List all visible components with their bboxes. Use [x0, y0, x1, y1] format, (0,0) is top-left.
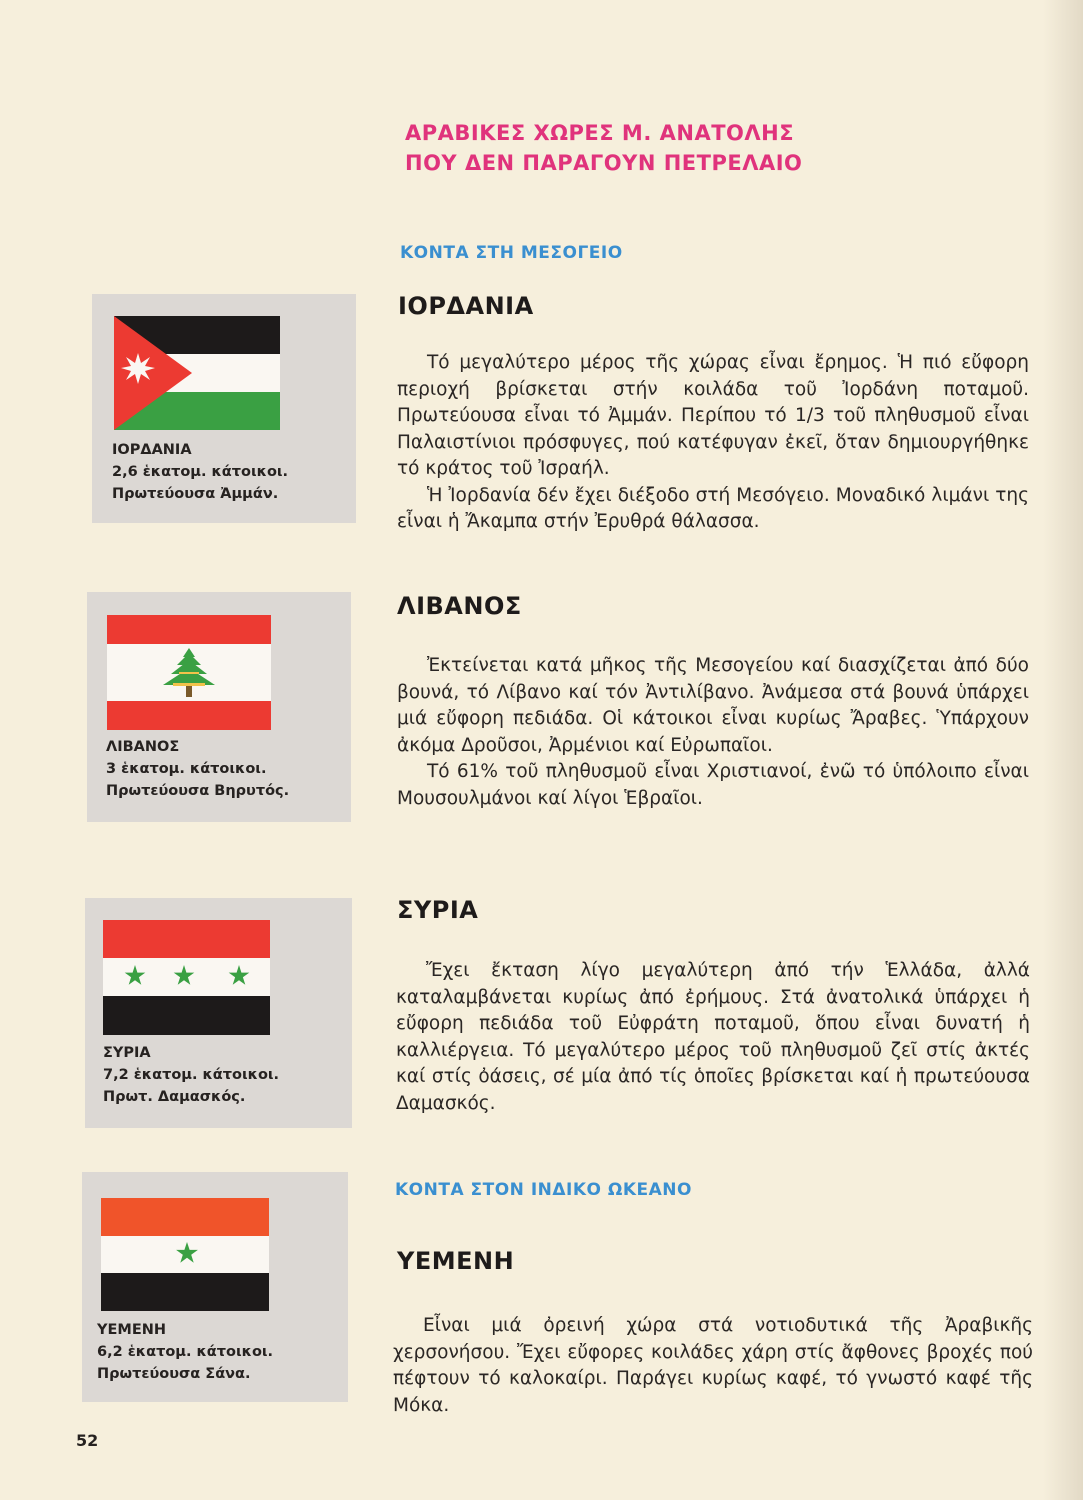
lebanon-flag	[107, 615, 271, 730]
lebanon-text	[397, 653, 1029, 812]
lebanon-paragraph-1: Ἐκτείνεται κατά μῆκος τῆς Μεσογείου καί διασχίζεται ἀπό δύο βουνά, τό Λίβανο καί τόν Ἀντιλίβανο. Ἀνάμεσα στά βουνά ὑπάρχει μιά εὔφορη πεδιάδα. Οἱ κάτοικοι εἶναι κυρίως Ἄραβες. Ὑπάρχουν ἀκόμα Δροῦσοι, Ἀρμένιοι καί Εὐρωπαῖοι.	[397, 655, 1029, 756]
jordan-paragraph-2: Ἡ Ἰορδανία δέν ἔχει διέξοδο στή Μεσόγειο. Μοναδικό λιμάνι της εἶναι ἡ Ἄκαμπα στήν Ἐρυθρά θάλασσα.	[397, 484, 1029, 532]
yemen-heading: ΥΕΜΕΝΗ	[397, 1247, 515, 1275]
lebanon-card-population: 3 ἑκατομ. κάτοικοι.	[106, 761, 267, 777]
lebanon-info-card	[87, 592, 351, 822]
syria-card-capital: Πρωτ. Δαμασκός.	[103, 1089, 246, 1105]
yemen-text	[393, 1313, 1033, 1419]
yemen-info-card	[82, 1172, 348, 1402]
page-title-line-1: ΑΡΑΒΙΚΕΣ ΧΩΡΕΣ Μ. ΑΝΑΤΟΛΗΣ	[405, 121, 795, 145]
yemen-flag	[101, 1198, 269, 1311]
syria-heading: ΣΥΡΙΑ	[397, 896, 479, 924]
syria-info-card	[85, 898, 352, 1128]
jordan-info-card	[92, 294, 356, 523]
page-number: 52	[76, 1431, 99, 1450]
lebanon-card-capital: Πρωτεύουσα Βηρυτός.	[106, 783, 290, 799]
lebanon-card-name: ΛΙΒΑΝΟΣ	[106, 739, 180, 755]
syria-card-name: ΣΥΡΙΑ	[103, 1045, 151, 1061]
jordan-card-population: 2,6 ἑκατομ. κάτοικοι.	[112, 464, 289, 480]
lebanon-paragraph-2: Τό 61% τοῦ πληθυσμοῦ εἶναι Χριστιανοί, ἐνῶ τό ὑπόλοιπο εἶναι Μουσουλμάνοι καί λίγοι Ἑβραῖοι.	[397, 761, 1029, 809]
yemen-paragraph-1: Εἶναι μιά ὀρεινή χώρα στά νοτιοδυτικά τῆς Ἀραβικῆς χερσονήσου. Ἔχει εὔφορες κοιλάδες χάρη στίς ἄφθονες βροχές πού πέφτουν τό καλοκαίρι. Παράγει κυρίως καφέ, τό γνωστό καφέ τῆς Μόκα.	[393, 1315, 1033, 1416]
page-edge-shadow	[1043, 0, 1083, 1500]
syria-card-population: 7,2 ἑκατομ. κάτοικοι.	[103, 1067, 280, 1083]
jordan-flag	[114, 316, 280, 430]
syria-text	[396, 958, 1030, 1117]
jordan-text	[397, 350, 1029, 536]
yemen-card-population: 6,2 ἑκατομ. κάτοικοι.	[97, 1344, 274, 1360]
jordan-card-capital: Πρωτεύουσα Ἀμμάν.	[112, 486, 279, 502]
jordan-card-name: ΙΟΡΔΑΝΙΑ	[112, 442, 192, 458]
lebanon-heading: ΛΙΒΑΝΟΣ	[397, 592, 522, 620]
jordan-paragraph-1: Τό μεγαλύτερο μέρος τῆς χώρας εἶναι ἔρημος. Ἡ πιό εὔφορη περιοχή βρίσκεται στήν κοιλάδα τοῦ Ἰορδάνη ποταμοῦ. Πρωτεύουσα εἶναι τό Ἀμμάν. Περίπου τό 1/3 τοῦ πληθυσμοῦ εἶναι Παλαιστίνιοι πρόσφυγες, πού κατέφυγαν ἐκεῖ, ὅταν δημιουργήθηκε τό κράτος τοῦ Ἰσραήλ.	[397, 352, 1029, 479]
syria-paragraph-1: Ἔχει ἔκταση λίγο μεγαλύτερη ἀπό τήν Ἑλλάδα, ἀλλά καταλαμβάνεται κυρίως ἀπό ἐρήμους. Στά ἀνατολικά ὑπάρχει ἡ εὔφορη πεδιάδα τοῦ Εὐφράτη ποταμοῦ, ὅπου εἶναι δυνατή ἡ καλλιέργεια. Τό μεγαλύτερο μέρος τοῦ πληθυσμοῦ ζεῖ στίς ἀκτές καί στίς ὀάσεις, σέ μία ἀπό τίς ὁποῖες βρίσκεται καί ἡ πρωτεύουσα Δαμασκός.	[396, 960, 1030, 1114]
section-heading-indian-ocean: ΚΟΝΤΑ ΣΤΟΝ ΙΝΔΙΚΟ ΩΚΕΑΝΟ	[395, 1180, 692, 1200]
yemen-card-name: ΥΕΜΕΝΗ	[97, 1322, 167, 1338]
yemen-card-capital: Πρωτεύουσα Σάνα.	[97, 1366, 251, 1382]
section-heading-mediterranean: ΚΟΝΤΑ ΣΤΗ ΜΕΣΟΓΕΙΟ	[400, 243, 623, 263]
syria-flag	[103, 920, 270, 1035]
jordan-heading: ΙΟΡΔΑΝΙΑ	[398, 292, 534, 320]
page-title-line-2: ΠΟΥ ΔΕΝ ΠΑΡΑΓΟΥΝ ΠΕΤΡΕΛΑΙΟ	[405, 151, 803, 175]
page-title	[405, 118, 802, 178]
